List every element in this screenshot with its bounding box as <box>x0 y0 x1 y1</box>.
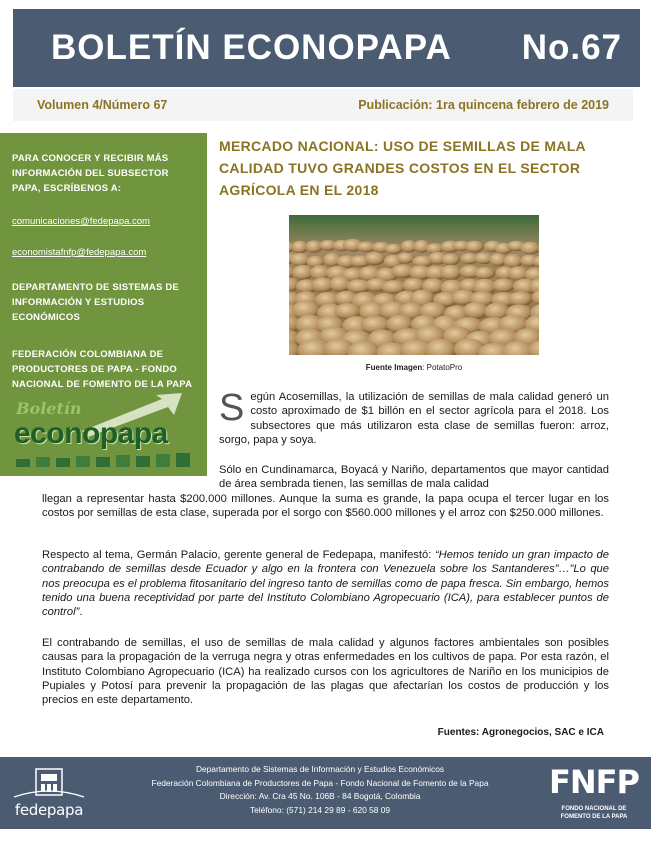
volume-label: Volumen 4/Número 67 <box>37 98 168 112</box>
article-headline: MERCADO NACIONAL: USO DE SEMILLAS DE MALA CALIDAD TUVO GRANDES COSTOS EN EL SECTOR AGRÍCOLA EN EL 2018 <box>219 138 586 198</box>
paragraph-1 <box>219 387 609 447</box>
paragraph-2-start: Sólo en Cundinamarca, Boyacá y Nariño, departamentos que mayor cantidad de área sembrada tienen, las semillas de mala calidad <box>219 464 609 491</box>
footer-federation: Federación Colombiana de Productores de Papa - Fondo Nacional de Fomento de la Papa <box>151 777 489 788</box>
potato-shape <box>504 254 523 268</box>
potato-pile-image <box>289 215 539 355</box>
footer-department: Departamento de Sistemas de Información y Estudios Económicos <box>195 764 445 774</box>
drop-cap: S <box>219 387 245 429</box>
footer-phone: Teléfono: (571) 214 29 89 - 620 58 09 <box>249 804 391 815</box>
paragraph-4: El contrabando de semillas, el uso de semillas de mala calidad y algunos factores ambientales son posibles causas para la propagación de la verruga negra y otras enfermedades en los cultivos de papa. Por esta razón, el Instituto Colombiano Agropecuario (ICA) ha realizado cursos con los agricultores de Nariño en los municipios de Pupiales y Potosí para prevenir la propagación de las plagas que afectarían los costos de producción y los precios en este departamento. <box>42 637 609 707</box>
paragraph-1-text: egún Acosemillas, la utilización de semillas de mala calidad generó un costo aproximado de $1 billón en el sector agrícola para el 2018. Los subsectores que más utilizaron esta clase de semillas fueron: arroz, sorgo, papa y soya. <box>219 391 609 446</box>
potato-seeds-photo <box>289 215 539 355</box>
issue-number: No.67 <box>521 28 622 67</box>
fnfp-letters: FNFP <box>549 763 639 801</box>
potato-shape <box>492 278 515 292</box>
paragraph-3 <box>42 548 609 619</box>
potato-shape <box>521 242 540 255</box>
potato-shape <box>508 292 533 307</box>
paragraph-2-end: llegan a representar hasta $200.000 millones. Aunque la suma es grande, la papa ocupa el tercer lugar en los costos por semillas de esta clase, superada por el sorgo con $560.000 millones y el arroz con $250.000 millones. <box>42 493 609 520</box>
footer-contact <box>100 763 540 817</box>
article-sources: Fuentes: Agronegocios, SAC e ICA <box>437 727 604 738</box>
logo-boletin-text: Boletín <box>16 399 82 418</box>
contact-sidebar <box>0 133 207 476</box>
volume-bar <box>13 89 633 121</box>
caption-label: Fuente Imagen <box>365 363 423 372</box>
logo-econopapa-text: econopapa <box>14 417 168 450</box>
paragraph-3-end: . <box>79 606 83 619</box>
contact-heading: PARA CONOCER Y RECIBIR MÁS INFORMACIÓN DEL SUBSECTOR PAPA, ESCRÍBENOS A: <box>12 153 169 194</box>
footer-address: Dirección: Av. Cra 45 No. 106B - 84 Bogotá, Colombia <box>219 791 421 802</box>
paragraph-3-quote: “Hemos tenido un gran impacto de contrabando de semillas desde Ecuador y algo en la frontera con Venezuela sobre los Santanderes”…”Lo que nos preocupa es el problema fitosanitario del ingreso tanto de semillas como de papa fresca. Sin embargo, hemos tenido una buena receptividad por parte del Instituto Colombiano Agropecuario (ICA), para establecer puntos de control” <box>42 549 610 619</box>
fedepapa-logo <box>6 765 92 823</box>
fedepapa-emblem-icon <box>6 765 92 801</box>
publication-date: Publicación: 1ra quincena febrero de 2019 <box>358 98 609 112</box>
bar-chart-icon <box>16 453 192 467</box>
potato-shape <box>385 244 403 255</box>
image-caption <box>289 363 539 372</box>
potato-shape <box>441 253 460 265</box>
email-link-economista[interactable]: economistafnfp@fedepapa.com <box>12 247 147 258</box>
caption-source: : PotatoPro <box>422 363 463 372</box>
email-link-comunicaciones[interactable]: comunicaciones@fedepapa.com <box>12 216 150 227</box>
fnfp-subtitle: FONDO NACIONAL DE FOMENTO DE LA PAPA <box>560 806 628 820</box>
potato-shape <box>475 267 496 279</box>
paragraph-3-intro: Respecto al tema, Germán Palacio, gerente general de Fedepapa, manifestó: <box>42 549 435 561</box>
bulletin-title: BOLETÍN ECONOPAPA <box>51 28 452 67</box>
econopapa-logo <box>12 399 192 467</box>
fnfp-logo <box>548 763 640 825</box>
potato-shape <box>440 265 461 280</box>
title-banner <box>13 9 640 87</box>
page-footer <box>0 757 651 829</box>
fedepapa-wordmark: fedepapa <box>14 801 84 819</box>
potato-shape <box>365 252 386 265</box>
potato-shape <box>397 253 415 264</box>
potato-shape <box>465 241 484 253</box>
federation-label: FEDERACIÓN COLOMBIANA DE PRODUCTORES DE PAPA - FONDO NACIONAL DE FOMENTO DE LA PAPA <box>12 349 193 390</box>
department-label: DEPARTAMENTO DE SISTEMAS DE INFORMACIÓN Y ESTUDIOS ECONÓMICOS <box>12 282 179 323</box>
